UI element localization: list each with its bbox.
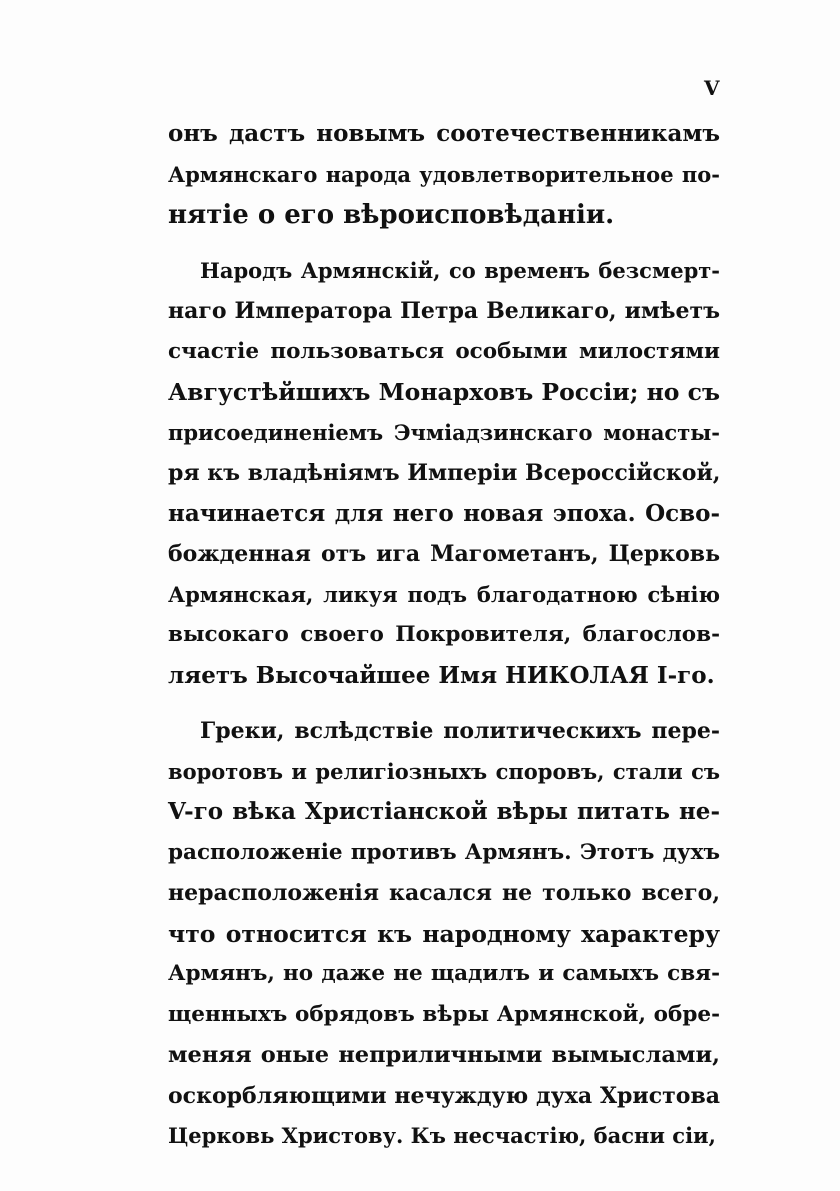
text-line: божденная отъ ига Магометанъ, Церковь <box>168 541 720 567</box>
text-line: нятіе о его вѣроисповѣданіи. <box>168 200 615 230</box>
text-line: Греки, вслѣдствіе политическихъ пере- <box>200 718 720 744</box>
paragraph-2 <box>168 251 720 697</box>
text-line: нерасположенія касался не только всего, <box>168 880 720 906</box>
body-text <box>168 114 720 1157</box>
text-line: расположеніе противъ Армянъ. Этотъ духъ <box>168 839 720 865</box>
paragraph-3 <box>168 711 720 1157</box>
text-line: что относится къ народному характеру <box>168 919 720 948</box>
text-line: оскорбляющими нечуждую духа Христова <box>168 1082 720 1109</box>
text-line: воротовъ и религіозныхъ споровъ, стали съ <box>168 758 720 784</box>
text-line: наго Императора Петра Великаго, имѣетъ <box>168 298 720 324</box>
text-line: онъ дастъ новымъ соотечественникамъ <box>168 120 720 147</box>
text-line: ляетъ Высочайшее Имя НИКОЛАЯ I-го. <box>168 661 715 689</box>
page-number: V <box>704 76 720 100</box>
paragraph-1 <box>168 114 720 236</box>
text-line: Армянъ, но даже не щадилъ и самыхъ свя- <box>168 961 720 986</box>
text-line: V-го вѣка Христіанской вѣры питать не- <box>168 798 720 825</box>
text-line: начинается для него новая эпоха. Осво- <box>168 499 720 527</box>
text-line: Церковь Христову. Къ несчастію, басни сіи, <box>168 1123 716 1148</box>
text-line: Армянскаго народа удовлетворительное по- <box>168 161 720 187</box>
text-line: щенныхъ обрядовъ вѣры Армянской, обре- <box>168 1001 720 1027</box>
text-line: Августѣйшихъ Монарховъ Россіи; но съ <box>168 378 720 406</box>
text-line: ря къ владѣніямъ Имперіи Всероссійской, <box>168 460 721 486</box>
text-line: Народъ Армянскій, со временъ безсмерт- <box>200 257 720 283</box>
text-line: высокаго своего Покровителя, благослов- <box>168 622 720 647</box>
text-line: счастіе пользоваться особыми милостями <box>168 338 720 364</box>
text-line: Армянская, ликуя подъ благодатною сѣнію <box>168 581 720 607</box>
text-line: присоединеніемъ Эчміадзинскаго монасты- <box>168 419 720 445</box>
text-line: меняя оные неприличными вымыслами, <box>168 1042 720 1068</box>
